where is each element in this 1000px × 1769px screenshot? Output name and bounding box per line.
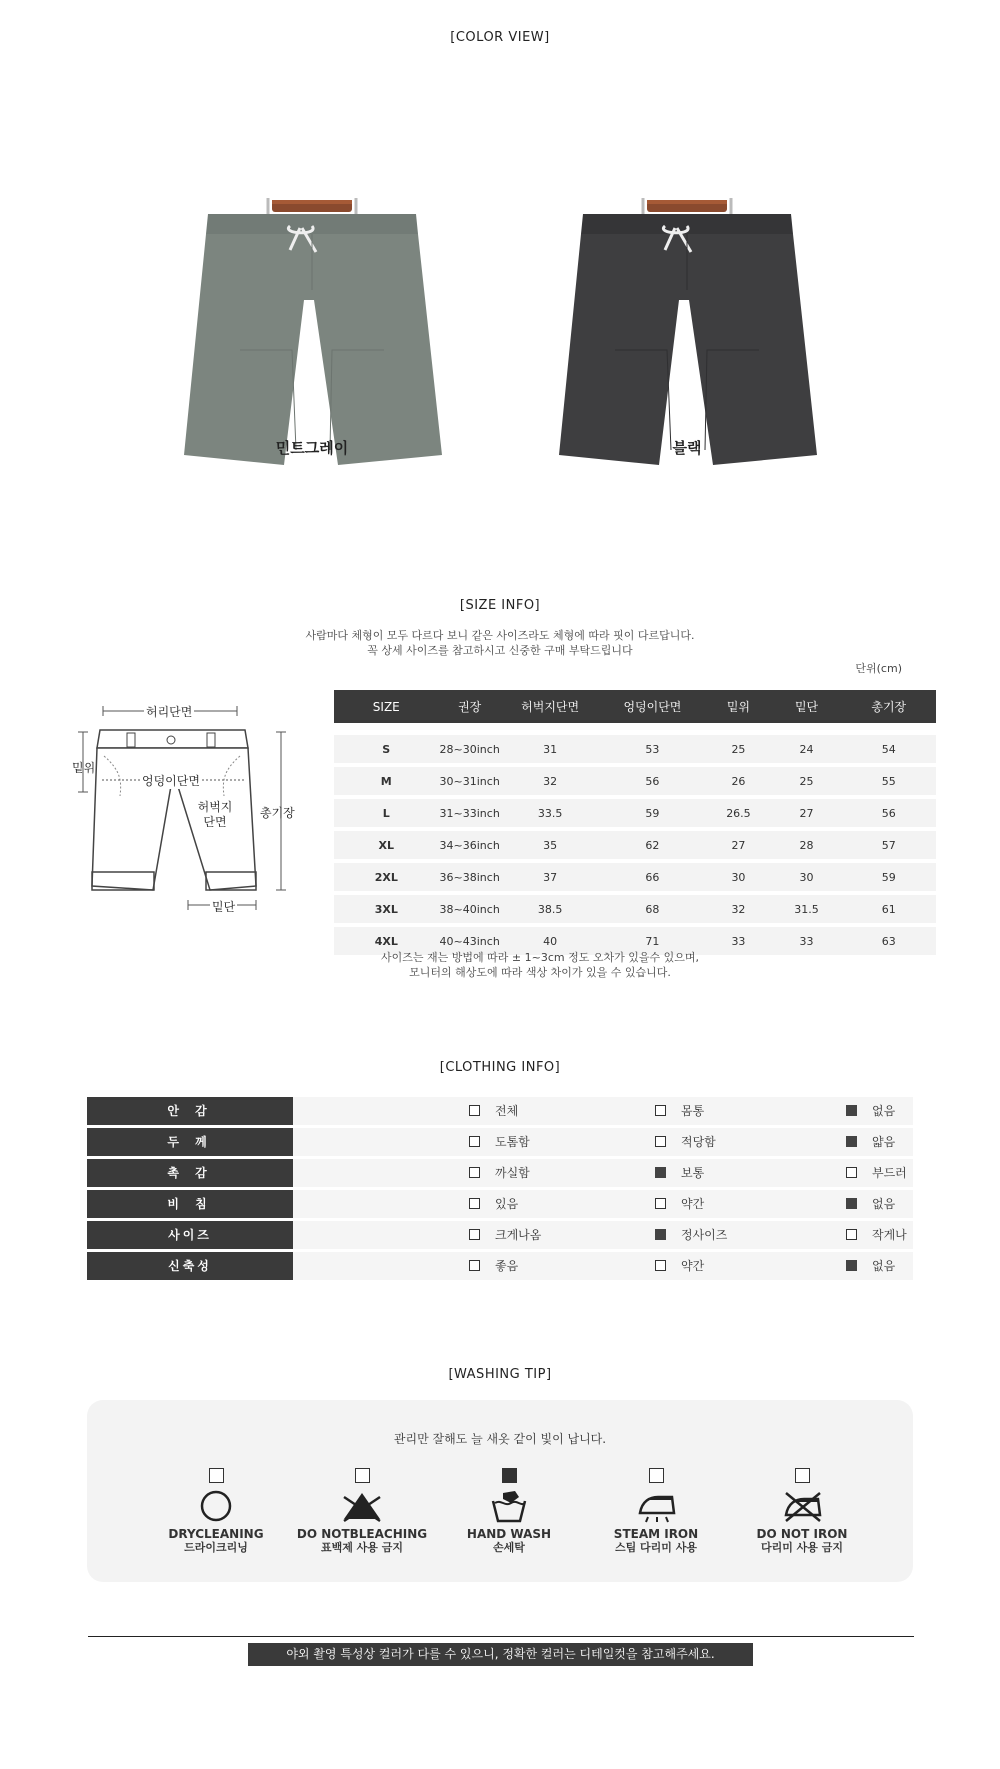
clothing-option: 작게나: [846, 1221, 913, 1249]
wash-item-steam-iron: [581, 1468, 731, 1555]
checkbox-checked-icon: [502, 1468, 517, 1483]
table-cell: 27: [772, 799, 842, 827]
clothing-info-row: [87, 1190, 913, 1218]
table-cell: 37: [501, 863, 600, 891]
clothing-option: 좋음: [469, 1252, 518, 1280]
clothing-info-label: 두 께: [87, 1128, 293, 1156]
clothing-option: 전체: [469, 1097, 518, 1125]
checkbox-icon: [795, 1468, 810, 1483]
no-bleach-icon: [340, 1489, 384, 1523]
table-cell: 32: [501, 767, 600, 795]
wash-label-en: DRYCLEANING: [168, 1527, 264, 1541]
clothing-option: 까실함: [469, 1159, 530, 1187]
checkbox-checked-icon: [846, 1105, 857, 1116]
table-cell: 68: [599, 895, 705, 923]
table-cell: 25: [705, 735, 771, 763]
table-cell: 30: [705, 863, 771, 891]
clothing-option: 없음: [846, 1190, 895, 1218]
checkbox-icon: [469, 1260, 480, 1271]
clothing-info-label: 사이즈: [87, 1221, 293, 1249]
checkbox-icon: [846, 1229, 857, 1240]
wash-label-en: DO NOT IRON: [756, 1527, 848, 1541]
checkbox-icon: [209, 1468, 224, 1483]
table-cell: S: [334, 735, 439, 763]
size-table-header: 엉덩이단면: [599, 690, 705, 723]
table-cell: M: [334, 767, 439, 795]
color-name-mint-gray: 민트그레이: [275, 439, 349, 457]
clothing-info-row: [87, 1128, 913, 1156]
table-cell: 32: [705, 895, 771, 923]
clothing-info-label: 안 감: [87, 1097, 293, 1125]
table-row: [334, 767, 936, 795]
steam-iron-icon: [634, 1489, 678, 1523]
diagram-label-hip: 엉덩이단면: [142, 774, 200, 788]
clothing-option: 없음: [846, 1252, 895, 1280]
clothing-info-label: 비 침: [87, 1190, 293, 1218]
wash-label-ko: 손세탁: [493, 1541, 525, 1554]
table-cell: 38.5: [501, 895, 600, 923]
size-info-title: [SIZE INFO]: [459, 598, 541, 613]
table-cell: 28~30inch: [439, 735, 501, 763]
table-row: [334, 831, 936, 859]
checkbox-icon: [469, 1136, 480, 1147]
clothing-option: 몸통: [655, 1097, 704, 1125]
checkbox-icon: [655, 1136, 666, 1147]
table-cell: 26.5: [705, 799, 771, 827]
size-table-header: SIZE: [334, 690, 439, 723]
wash-item-drycleaning: [141, 1468, 291, 1555]
table-cell: 30: [772, 863, 842, 891]
table-cell: L: [334, 799, 439, 827]
table-cell: XL: [334, 831, 439, 859]
clothing-option: 약간: [655, 1190, 704, 1218]
table-cell: 61: [842, 895, 936, 923]
color-name-black: 블랙: [672, 439, 702, 457]
checkbox-checked-icon: [846, 1198, 857, 1209]
clothing-info-row: [87, 1097, 913, 1125]
clothing-option: 약간: [655, 1252, 704, 1280]
diagram-label-waist: 허리단면: [146, 705, 193, 719]
size-table-header: 밑위: [705, 690, 771, 723]
clothing-option: 부드러: [846, 1159, 913, 1187]
clothing-info-label: 촉 감: [87, 1159, 293, 1187]
diagram-label-rise: 밑위: [72, 761, 96, 775]
clothing-info-title: [CLOTHING INFO]: [439, 1060, 561, 1075]
size-table: [334, 686, 936, 959]
table-cell: 33: [772, 927, 842, 955]
checkbox-icon: [355, 1468, 370, 1483]
table-cell: 62: [599, 831, 705, 859]
checkbox-checked-icon: [655, 1167, 666, 1178]
footer-notice: 야외 촬영 특성상 컬러가 다를 수 있으니, 정확한 컬러는 디테일컷을 참고해주세요.: [248, 1643, 753, 1666]
drycleaning-icon: [196, 1489, 236, 1523]
table-cell: 63: [842, 927, 936, 955]
table-cell: 71: [599, 927, 705, 955]
table-cell: 31~33inch: [439, 799, 501, 827]
table-cell: 40~43inch: [439, 927, 501, 955]
wash-item-hand-wash: [434, 1468, 584, 1555]
clothing-option: 도톰함: [469, 1128, 530, 1156]
table-cell: 25: [772, 767, 842, 795]
table-cell: 59: [599, 799, 705, 827]
table-cell: 54: [842, 735, 936, 763]
size-unit: 단위(cm): [855, 662, 902, 675]
clothing-option: 있음: [469, 1190, 518, 1218]
wash-item-no-bleach: [287, 1468, 437, 1555]
clothing-info-row: [87, 1252, 913, 1280]
washing-tip-box: [87, 1400, 913, 1582]
clothing-option: 적당함: [655, 1128, 716, 1156]
diagram-label-hem: 밑단: [212, 900, 236, 914]
table-cell: 59: [842, 863, 936, 891]
table-row: [334, 895, 936, 923]
table-cell: 38~40inch: [439, 895, 501, 923]
wash-label-en: STEAM IRON: [613, 1527, 699, 1541]
table-cell: 55: [842, 767, 936, 795]
table-cell: 24: [772, 735, 842, 763]
checkbox-icon: [469, 1198, 480, 1209]
color-view-title: [COLOR VIEW]: [450, 30, 550, 45]
wash-label-ko: 다리미 사용 금지: [760, 1541, 844, 1554]
clothing-info-row: [87, 1159, 913, 1187]
wash-item-no-iron: [727, 1468, 877, 1555]
checkbox-icon: [469, 1229, 480, 1240]
size-note-top-1: 사람마다 체형이 모두 다르다 보니 같은 사이즈라도 체형에 따라 핏이 다르답니다.: [305, 629, 695, 642]
diagram-label-thigh: 허벅지 단면: [197, 800, 233, 829]
checkbox-icon: [469, 1105, 480, 1116]
table-row: [334, 735, 936, 763]
table-cell: 3XL: [334, 895, 439, 923]
table-cell: 33: [705, 927, 771, 955]
table-row: [334, 863, 936, 891]
mint-gray-pants-image: [180, 190, 445, 470]
clothing-option: 정사이즈: [655, 1221, 727, 1249]
table-cell: 27: [705, 831, 771, 859]
clothing-option: 보통: [655, 1159, 704, 1187]
size-table-header-row: [334, 690, 936, 723]
black-pants-image: [555, 190, 820, 470]
table-cell: 36~38inch: [439, 863, 501, 891]
table-cell: 26: [705, 767, 771, 795]
size-table-header: 권장: [439, 690, 501, 723]
clothing-info-row: [87, 1221, 913, 1249]
table-cell: 33.5: [501, 799, 600, 827]
table-cell: 4XL: [334, 927, 439, 955]
table-cell: 35: [501, 831, 600, 859]
clothing-option: 없음: [846, 1097, 895, 1125]
checkbox-icon: [655, 1105, 666, 1116]
size-note-bottom-2: 모니터의 해상도에 따라 색상 차이가 있을 수 있습니다.: [409, 966, 671, 979]
table-cell: 56: [842, 799, 936, 827]
table-cell: 40: [501, 927, 600, 955]
checkbox-checked-icon: [846, 1136, 857, 1147]
wash-label-en: DO NOTBLEACHING: [296, 1527, 428, 1541]
wash-label-en: HAND WASH: [466, 1527, 552, 1541]
size-note-bottom-1: 사이즈는 재는 방법에 따라 ± 1~3cm 정도 오차가 있을수 있으며,: [381, 951, 699, 964]
clothing-option: 크게나옴: [469, 1221, 541, 1249]
no-iron-icon: [780, 1489, 824, 1523]
checkbox-icon: [846, 1167, 857, 1178]
wash-label-ko: 드라이크리닝: [184, 1541, 248, 1554]
table-cell: 53: [599, 735, 705, 763]
table-cell: 28: [772, 831, 842, 859]
table-cell: 30~31inch: [439, 767, 501, 795]
table-cell: 31: [501, 735, 600, 763]
size-note-top-2: 꼭 상세 사이즈를 참고하시고 신중한 구매 부탁드립니다: [367, 644, 633, 657]
checkbox-icon: [649, 1468, 664, 1483]
size-table-header: 총기장: [842, 690, 936, 723]
washing-tip-subtitle: 관리만 잘해도 늘 새옷 같이 빛이 납니다.: [393, 1432, 607, 1446]
hand-wash-icon: [489, 1489, 529, 1523]
table-cell: 2XL: [334, 863, 439, 891]
table-cell: 31.5: [772, 895, 842, 923]
table-row: [334, 799, 936, 827]
table-cell: 57: [842, 831, 936, 859]
washing-tip-title: [WASHING TIP]: [448, 1367, 552, 1382]
clothing-info-label: 신축성: [87, 1252, 293, 1280]
diagram-label-length: 총기장: [260, 806, 295, 820]
size-table-header: 허벅지단면: [501, 690, 600, 723]
checkbox-checked-icon: [846, 1260, 857, 1271]
checkbox-icon: [655, 1198, 666, 1209]
table-cell: 66: [599, 863, 705, 891]
size-table-header: 밑단: [772, 690, 842, 723]
checkbox-checked-icon: [655, 1229, 666, 1240]
wash-label-ko: 표백제 사용 금지: [320, 1541, 404, 1554]
clothing-option: 얇음: [846, 1128, 895, 1156]
checkbox-icon: [469, 1167, 480, 1178]
table-cell: 34~36inch: [439, 831, 501, 859]
footer-divider: [88, 1636, 914, 1637]
wash-label-ko: 스팀 다리미 사용: [614, 1541, 698, 1554]
table-cell: 56: [599, 767, 705, 795]
checkbox-icon: [655, 1260, 666, 1271]
